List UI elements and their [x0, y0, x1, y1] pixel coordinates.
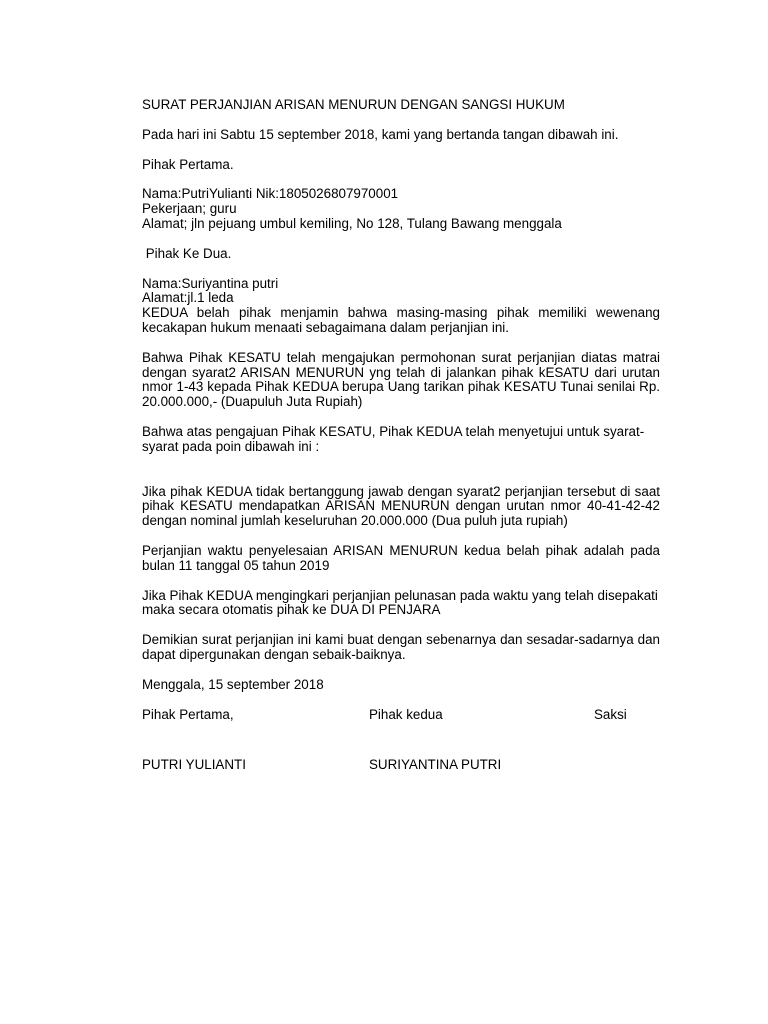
penutup-paragraph: Demikian surat perjanjian ini kami buat dengan sebenarnya dan sesadar-sadarnya dan dapat dipergunakan dengan sebaik-baiknya. — [142, 632, 660, 662]
signature-names-row — [142, 758, 660, 773]
signature-label-pihak-pertama: Pihak Pertama, — [142, 706, 234, 722]
tanggung-jawab-paragraph: Jika pihak KEDUA tidak bertanggung jawab dengan syarat2 perjanjian tersebut di saat pihak KESATU mendapatkan ARISAN MENURUN dengan urutan nmor 40-41-42-42 dengan nominal jumlah keseluruhan 20.000.000 (Dua puluh juta rupiah) — [142, 483, 660, 529]
pihak-pertama-heading: Pihak Pertama. — [142, 156, 234, 172]
signature-name-pihak-kedua: SURIYANTINA PUTRI — [369, 756, 502, 772]
intro-paragraph: Pada hari ini Sabtu 15 september 2018, kami yang bertanda tangan dibawah ini. — [142, 126, 619, 142]
document-body — [142, 98, 660, 773]
signature-label-saksi: Saksi — [594, 706, 627, 722]
pihak-kedua-nama: Nama:Suriyantina putri — [142, 275, 279, 291]
permohonan-paragraph: Bahwa Pihak KESATU telah mengajukan permohonan surat perjanjian diatas matrai dengan syarat2 ARISAN MENURUN yng telah di jalankan pihak kESATU dari urutan nmor 1-43 kepada Pihak KEDUA berupa Uang tarikan pihak KESATU Tunai senilai Rp. 20.000.000,- (Duapuluh Juta Rupiah) — [142, 349, 660, 410]
place-date: Menggala, 15 september 2018 — [142, 676, 324, 692]
document-title: SURAT PERJANJIAN ARISAN MENURUN DENGAN SANGSI HUKUM — [142, 97, 565, 112]
signature-labels-row — [142, 708, 660, 723]
pihak-pertama-pekerjaan: Pekerjaan; guru — [142, 201, 237, 217]
pelunasan-paragraph: Jika Pihak KEDUA mengingkari perjanjian pelunasan pada waktu yang telah disepakati maka secara otomatis pihak ke DUA DI PENJARA — [142, 587, 658, 618]
signature-name-pihak-pertama: PUTRI YULIANTI — [142, 756, 246, 772]
signature-label-pihak-kedua: Pihak kedua — [369, 706, 443, 722]
wewenang-paragraph: KEDUA belah pihak menjamin bahwa masing-masing pihak memiliki wewenang kecakapan hukum menaati sebagaimana dalam perjanjian ini. — [142, 305, 660, 335]
pihak-pertama-nama: Nama:PutriYulianti Nik:1805026807970001 — [142, 186, 399, 202]
pihak-pertama-alamat: Alamat; jln pejuang umbul kemiling, No 128, Tulang Bawang menggala — [142, 215, 562, 231]
pihak-kedua-heading: Pihak Ke Dua. — [142, 245, 232, 261]
waktu-paragraph: Perjanjian waktu penyelesaian ARISAN MENURUN kedua belah pihak adalah pada bulan 11 tanggal 05 tahun 2019 — [142, 542, 660, 573]
persetujuan-paragraph: Bahwa atas pengajuan Pihak KESATU, Pihak KEDUA telah menyetujui untuk syarat-syarat pada poin dibawah ini : — [142, 423, 645, 454]
pihak-kedua-alamat: Alamat:jl.1 leda — [142, 290, 234, 306]
